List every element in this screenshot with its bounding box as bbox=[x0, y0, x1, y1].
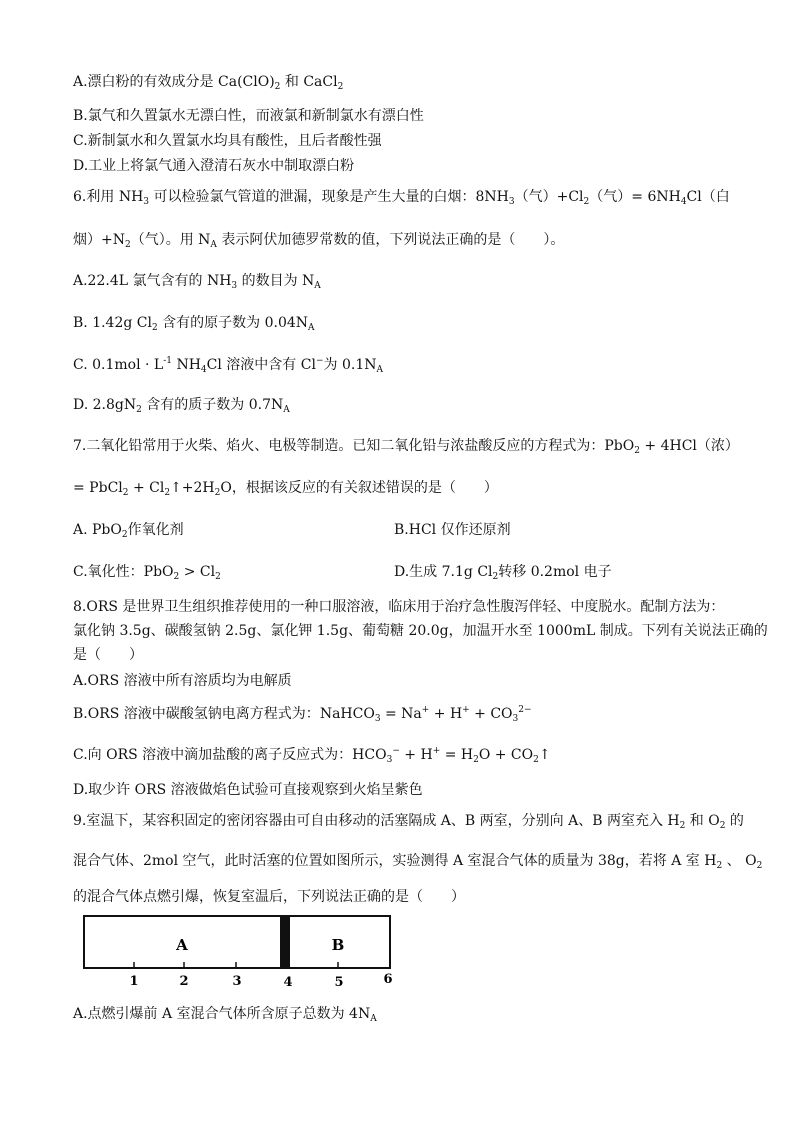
q8-option-b: B.ORS 溶液中碳酸氢钠电离方程式为：NaHCO$_3$ = $Na^+ + H^+ + CO_3^{2-}$ bbox=[73, 705, 532, 724]
chamber-a-label: A bbox=[176, 936, 188, 954]
q8-stem-line3: 是（ ） bbox=[73, 647, 143, 663]
chamber-b-label: B bbox=[331, 936, 345, 954]
q5-option-a: A.漂白粉的有效成分是 $Ca(ClO)_2$ 和 CaCl$_2$ bbox=[73, 74, 344, 92]
q7-option-d: D.生成 7.1g $Cl_2$转移 0.2mol 电子 bbox=[394, 564, 612, 582]
q7-option-a: A. PbO$_2$作氧化剂 bbox=[73, 522, 184, 540]
tick-label-4: 4 bbox=[283, 975, 293, 990]
q5-option-b: B.氯气和久置氯水无漂白性，而液氯和新制氯水有漂白性 bbox=[73, 108, 424, 124]
q8-option-a: A.ORS 溶液中所有溶质均为电解质 bbox=[73, 673, 292, 689]
q8-option-d: D.取少许 ORS 溶液做焰色试验可直接观察到火焰呈紫色 bbox=[73, 782, 423, 798]
tick-label-2: 2 bbox=[179, 974, 189, 989]
container-piston-diagram bbox=[82, 912, 402, 992]
tick-label-1: 1 bbox=[129, 974, 139, 989]
q6-option-c: C. $0.1mol \cdot L^{-1}$ $NH_4Cl$ 溶液中含有 Cl−为 $0.1N_A$ bbox=[73, 356, 383, 375]
tick-label-5: 5 bbox=[334, 975, 344, 990]
q9-stem-line2: 混合气体、2mol 空气，此时活塞的位置如图所示，实验测得 A 室混合气体的质量为 38g，若将 A 室 $H_2$ 、 $O_2$ bbox=[73, 853, 763, 871]
q5-option-d: D.工业上将氯气通入澄清石灰水中制取漂白粉 bbox=[73, 158, 355, 174]
q5-option-c: C.新制氯水和久置氯水均具有酸性，且后者酸性强 bbox=[73, 133, 382, 149]
q6-stem-line1: 6.利用 $NH_3$ 可以检验氯气管道的泄漏，现象是产生大量的白烟：$8NH_3$（气）$+Cl_2$（气）= $6NH_4Cl$（白 bbox=[73, 189, 730, 207]
q6-stem-line2: 烟）$+N_2$（气）。用 $N_A$ 表示阿伏加德罗常数的值，下列说法正确的是（ ）。 bbox=[73, 232, 565, 250]
q9-option-a: A.点燃引爆前 A 室混合气体所含原子总数为 $4N_A$ bbox=[73, 1006, 377, 1024]
q6-option-d: D. $2.8gN_2$ 含有的质子数为 $0.7N_A$ bbox=[73, 397, 290, 415]
tick-label-3: 3 bbox=[232, 974, 242, 989]
q7-stem-line2: = PbCl$_2$ + $Cl_2↑+2H_2O$，根据该反应的有关叙述错误的是（ ） bbox=[73, 480, 498, 498]
q9-stem-line1: 9.室温下，某容积固定的密闭容器由可自由移动的活塞隔成 A、B 两室，分别向 A、B 两室充入 $H_2$ 和 $O_2$ 的 bbox=[73, 813, 744, 831]
q7-stem-line1: 7.二氧化铅常用于火柴、焰火、电极等制造。已知二氧化铅与浓盐酸反应的方程式为：PbO$_2$ + 4HCl（浓） bbox=[73, 438, 739, 456]
q8-stem-line1: 8.ORS 是世界卫生组织推荐使用的一种口服溶液，临床用于治疗急性腹泻伴轻、中度脱水。配制方法为： bbox=[73, 599, 725, 615]
piston bbox=[280, 916, 290, 968]
q7-option-c: C.氧化性：$PbO_2 > Cl_2$ bbox=[73, 564, 221, 582]
q8-option-c: C.向 ORS 溶液中滴加盐酸的离子反应式为：$HCO_3^- + H^+ = H_2O$ + $CO_2↑$ bbox=[73, 746, 551, 765]
q7-option-b: B.HCl 仅作还原剂 bbox=[394, 522, 511, 538]
q6-option-b: B. 1.42g $Cl_2$ 含有的原子数为 $0.04N_A$ bbox=[73, 315, 315, 333]
q8-stem-line2: 氯化钠 3.5g、碳酸氢钠 2.5g、氯化钾 1.5g、葡萄糖 20.0g，加温开水至 1000mL 制成。下列有关说法正确的 bbox=[73, 623, 768, 639]
tick-label-6: 6 bbox=[383, 972, 393, 987]
q9-stem-line3: 的混合气体点燃引爆，恢复室温后，下列说法正确的是（ ） bbox=[73, 889, 465, 905]
q6-option-a: A.22.4L 氯气含有的 $NH_3$ 的数目为 $N_A$ bbox=[73, 273, 321, 291]
